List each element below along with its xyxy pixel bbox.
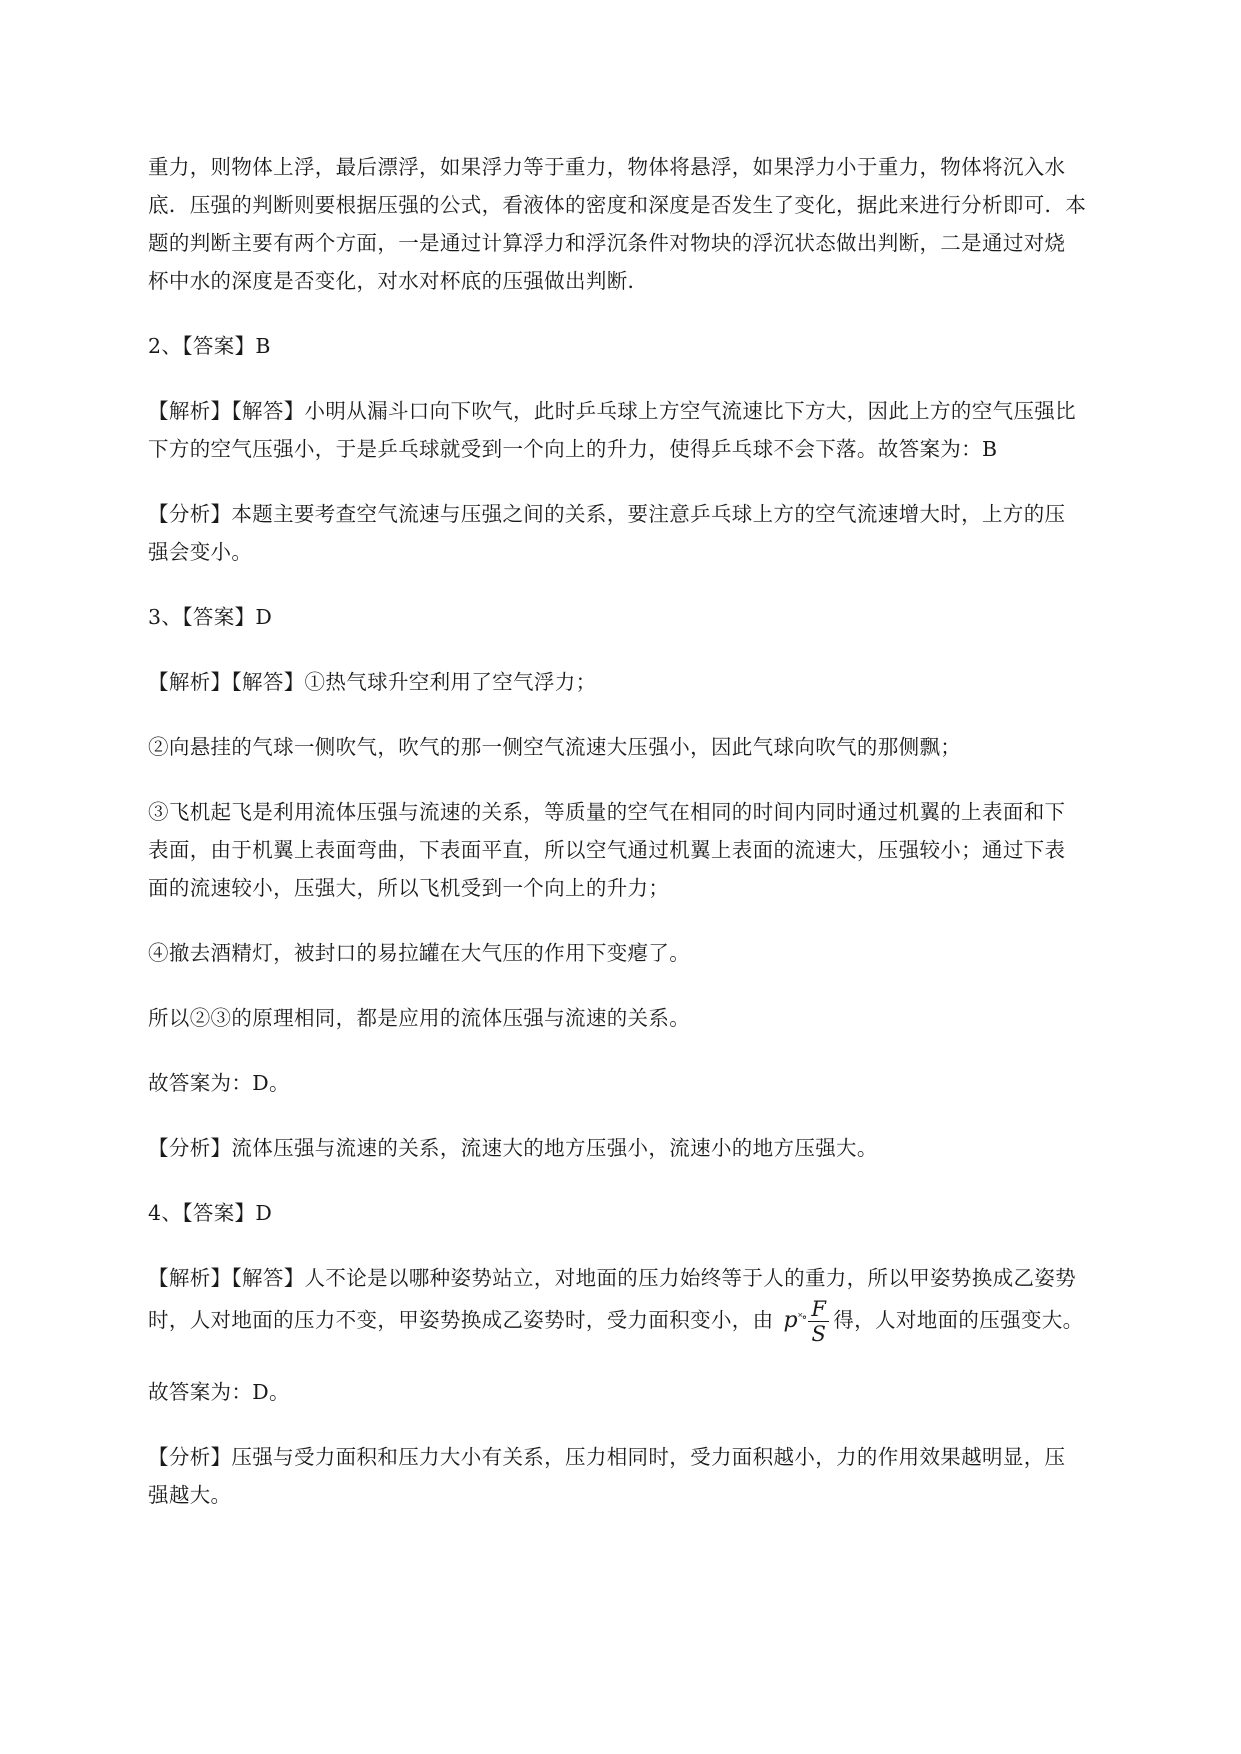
question-4 [148, 1194, 1103, 1514]
question-3 [148, 598, 1103, 1167]
analysis-line: 【解析】【解答】①热气球升空利用了空气浮力； [148, 670, 597, 694]
summary-line: 【分析】压强与受力面积和压力大小有关系，压力相同时，受力面积越小，力的作用效果越明显，压 [148, 1445, 1066, 1469]
answer-heading: 2、【答案】B [148, 334, 271, 358]
intro-line: 题的判断主要有两个方面，一是通过计算浮力和浮沉条件对物块的浮沉状态做出判断，二是通过对烧 [148, 231, 1066, 255]
analysis-line: 下方的空气压强小，于是乒乓球就受到一个向上的升力，使得乒乓球不会下落。故答案为：B [148, 437, 998, 461]
final-answer: 故答案为：D。 [148, 1380, 290, 1404]
analysis-line: 【解析】【解答】人不论是以哪种姿势站立，对地面的压力始终等于人的重力，所以甲姿势换成乙姿势 [148, 1266, 1076, 1290]
formula-denominator: S [811, 1322, 827, 1346]
conclusion-line: 所以②③的原理相同，都是应用的流体压强与流速的关系。 [148, 1006, 691, 1030]
question-2 [148, 327, 1103, 571]
summary-line: 强越大。 [148, 1483, 232, 1507]
intro-line: 杯中水的深度是否变化，对水对杯底的压强做出判断． [148, 269, 649, 293]
analysis-line-with-formula [148, 1297, 1103, 1346]
final-answer: 故答案为：D。 [148, 1071, 290, 1095]
analysis-item: ②向悬挂的气球一侧吹气，吹气的那一侧空气流速大压强小，因此气球向吹气的那侧飘； [148, 735, 962, 759]
answer-heading: 4、【答案】D [148, 1201, 273, 1225]
analysis-line: 【解析】【解答】小明从漏斗口向下吹气，此时乒乓球上方空气流速比下方大，因此上方的空气压强比 [148, 399, 1076, 423]
formula-variable: p [783, 1308, 798, 1333]
analysis-item: 表面，由于机翼上表面弯曲，下表面平直，所以空气通过机翼上表面的流速大，压强较小；通过下表 [148, 838, 1066, 862]
pressure-formula-fraction [808, 1297, 829, 1346]
intro-line: 底．压强的判断则要根据压强的公式，看液体的密度和深度是否发生了变化，据此来进行分析即可．本 [148, 193, 1087, 217]
summary-line: 【分析】本题主要考查空气流速与压强之间的关系，要注意乒乓球上方的空气流速增大时，上方的压 [148, 502, 1066, 526]
intro-section [148, 148, 1103, 300]
formula-prefix-text: 时，人对地面的压力不变，甲姿势换成乙姿势时，受力面积变小，由 [148, 1308, 774, 1332]
formula-mark: ˟∘ [797, 1310, 807, 1324]
formula-numerator: F [808, 1297, 829, 1322]
document-body [148, 148, 1103, 1514]
analysis-item: ④撤去酒精灯，被封口的易拉罐在大气压的作用下变瘪了。 [148, 941, 691, 965]
answer-heading: 3、【答案】D [148, 605, 273, 629]
formula-suffix-text: 得，人对地面的压强变大。 [833, 1308, 1084, 1332]
summary-line: 【分析】流体压强与流速的关系，流速大的地方压强小，流速小的地方压强大。 [148, 1136, 878, 1160]
summary-line: 强会变小。 [148, 540, 253, 564]
intro-line: 重力，则物体上浮，最后漂浮，如果浮力等于重力，物体将悬浮，如果浮力小于重力，物体将沉入水 [148, 155, 1066, 179]
analysis-item: 面的流速较小，压强大，所以飞机受到一个向上的升力； [148, 876, 670, 900]
analysis-item: ③飞机起飞是利用流体压强与流速的关系，等质量的空气在相同的时间内同时通过机翼的上表面和下 [148, 800, 1066, 824]
